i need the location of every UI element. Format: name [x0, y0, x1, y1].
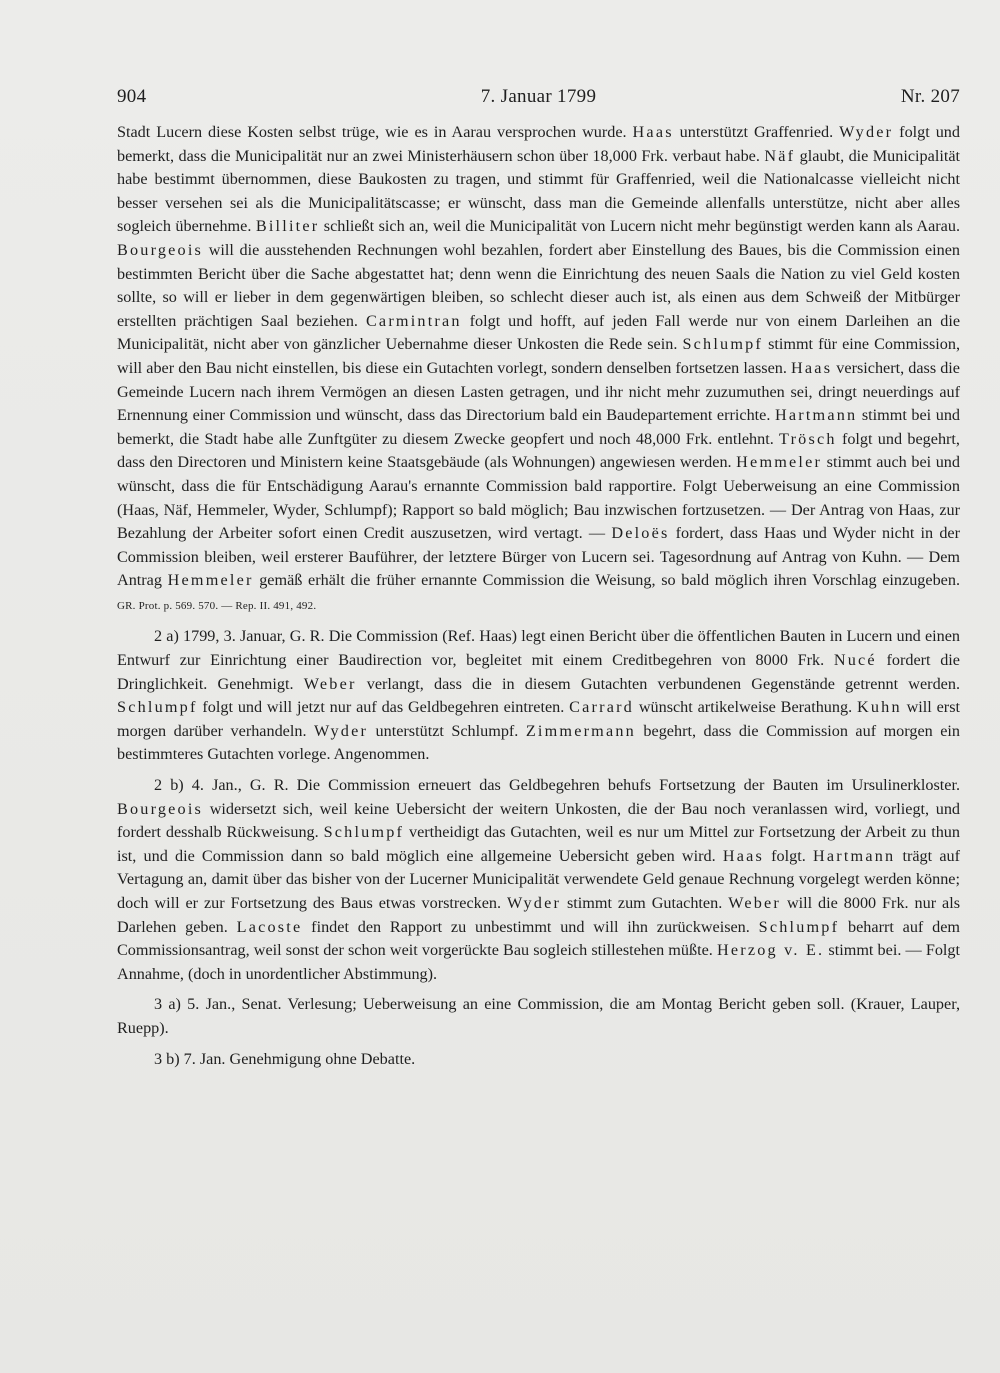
speaker-name: Näf	[764, 146, 796, 165]
speaker-name: Kuhn	[856, 698, 902, 717]
text-segment: unterstützt Schlumpf.	[368, 721, 526, 740]
speaker-name: Herzog v. E.	[716, 941, 825, 960]
speaker-name: Haas	[722, 846, 764, 865]
text-segment: glaubt, die Municipalität habe bestimmt übernommen, diese Baukosten zu tragen, und stimmt für Graffenried, weil die Nationalcasse vielleicht nicht besser versehen sei als die Municipalitätscasse; er wünscht, dass man die Gemeinde allenfalls unterstütze, nicht aber alles sogleich übernehme.	[117, 146, 960, 236]
speaker-name: Hartmann	[774, 406, 858, 425]
text-segment: folgt und bemerkt, dass die Municipalität nur an zwei Ministerhäusern schon über 18,000 Frk. verbaut habe.	[117, 123, 960, 165]
speaker-name: Haas	[791, 358, 833, 377]
speaker-name: Hartmann	[812, 846, 896, 865]
text-segment: 2 a) 1799, 3. Januar, G. R. Die Commission (Ref. Haas) legt einen Bericht über die öffentlichen Bauten in Lucern und einen Entwurf zur Einrichtung einer Baudirection vor, begleitet mit einem Creditbegehren von 8000 Frk.	[117, 627, 960, 670]
text-segment: 2 b) 4. Jan., G. R. Die Commission erneuert das Geldbegehren behufs Fortsetzung der Bauten im Ursulinerkloster.	[154, 776, 960, 795]
speaker-name: Schlumpf	[758, 917, 840, 936]
header-document-number: Nr. 207	[900, 86, 960, 107]
text-segment: wünscht artikelweise Berathung.	[633, 698, 857, 717]
text-segment: stimmt bei. — Folgt Annahme, (doch in unordentlicher Abstimmung).	[117, 941, 961, 983]
paragraph-3b	[117, 1048, 960, 1072]
text-segment: will die 8000 Frk. nur als Darlehen geben.	[117, 894, 960, 936]
text-segment: verlangt, dass die in diesem Gutachten verbundenen Gegenstände getrennt werden.	[356, 674, 960, 693]
text-segment: will die ausstehenden Rechnungen wohl bezahlen, fordert aber Einstellung des Baues, bis die Commission einen bestimmten Bericht über die Sache abgestattet hat; denn wenn die Einrichtung des neuen Saals die Nation zu viel Geld kosten sollte, so will er lieber in dem gegenwärtigen bleiben, so schlecht dieser auch ist, als einen aus dem Schweiß der Mitbürger erstellten prächtigen Saal beziehen.	[117, 240, 960, 330]
paragraph-1	[117, 121, 960, 618]
text-segment: stimmt zum Gutachten.	[561, 894, 729, 912]
text-segment: Stadt Lucern diese Kosten selbst trüge, wie es in Aarau versprochen wurde.	[117, 123, 633, 141]
speaker-name: Wyder	[313, 721, 369, 740]
speaker-name: Nucé	[833, 651, 877, 670]
speaker-name: Hemmeler	[736, 453, 823, 472]
text-segment: beharrt auf dem Commissionsantrag, weil sonst der schon weit vorgerückte Bau sogleich stillestehen müßte.	[117, 917, 960, 960]
speaker-name: Bourgeois	[117, 240, 204, 259]
speaker-name: Carrard	[569, 698, 634, 717]
text-segment: fordert, dass Haas und Wyder nicht in der Commission bleiben, weil ersterer Bauführer, der letztere Bürger von Lucern sei. Tagesordnung auf Antrag von Kuhn. — Dem Antrag	[117, 524, 960, 590]
speaker-name: Schlumpf	[323, 823, 405, 842]
text-segment: 3 b) 7. Jan. Genehmigung ohne Debatte.	[154, 1049, 416, 1068]
speaker-name: Haas	[632, 123, 674, 141]
text-segment: fordert die Dringlichkeit. Genehmigt.	[117, 651, 960, 693]
page-number: 904	[117, 86, 147, 107]
speaker-name: Trösch	[779, 429, 837, 448]
speaker-name: Deloës	[611, 524, 670, 543]
text-segment: findet den Rapport zu unbestimmt und will ihn zurückweisen.	[302, 917, 759, 936]
speaker-name: Billiter	[255, 217, 320, 236]
text-segment: schließt sich an, weil die Municipalität von Lucern nicht mehr begünstigt werden kann als Aarau.	[319, 217, 960, 236]
text-segment: stimmt auch bei und wünscht, dass die für Entschädigung Aarau's ernannte Commission bald rapportire. Folgt Ueberweisung an eine Commission (Haas, Näf, Hemmeler, Wyder, Schlumpf); Rapport so bald möglich; Bau inzwischen fortzusetzen. — Der Antrag von Haas, zur Bezahlung der Arbeiter sofort einen Credit auszusetzen, wird vertagt. —	[117, 453, 960, 543]
speaker-name: Weber	[728, 894, 782, 912]
speaker-name: Weber	[303, 674, 357, 693]
text-segment: gemäß erhält die früher ernannte Commission die Weisung, so bald möglich ihren Vorschlag einzugeben.	[253, 571, 960, 590]
speaker-name: Zimmermann	[525, 721, 636, 740]
text-segment: stimmt für eine Commission, will aber den Bau nicht einstellen, bis diese ein Gutachten vorlegt, sondern denselben fortsetzen lassen.	[117, 335, 960, 377]
header-date: 7. Januar 1799	[480, 86, 597, 107]
text-segment: trägt auf Vertagung an, damit über das bisher von der Lucerner Municipalität verwendete Geld genaue Rechnung vorgelegt werden könne; doch will er zur Fortsetzung des Baus etwas vorstrecken.	[117, 846, 960, 912]
text-segment: vertheidigt das Gutachten, weil es nur um Mittel zur Fortsetzung der Arbeit zu thun ist, und die Commission dann so bald möglich eine allgemeine Uebersicht geben wird.	[117, 823, 960, 865]
paragraph-2b	[117, 774, 960, 986]
text-segment: folgt und hofft, auf jeden Fall werde nur von einem Darleihen an die Municipalität, nicht aber von gänzlicher Uebernahme dieser Unkosten die Rede sein.	[117, 311, 961, 354]
speaker-name: Bourgeois	[117, 799, 204, 818]
text-segment: unterstützt Graffenried.	[673, 123, 840, 141]
source-reference: GR. Prot. p. 569. 570. — Rep. II. 491, 492.	[117, 599, 317, 612]
speaker-name: Schlumpf	[117, 698, 198, 717]
page-header	[117, 86, 960, 112]
paragraph-2a	[117, 625, 960, 767]
speaker-name: Schlumpf	[682, 335, 764, 354]
text-segment: stimmt bei und bemerkt, die Stadt habe alle Zunftgüter zu diesem Zwecke geopfert und noch 48,000 Frk. entlehnt.	[117, 406, 961, 448]
text-segment: widersetzt sich, weil keine Uebersicht der weitern Unkosten, die der Bau noch veranlassen wird, vorliegt, und fordert desshalb Rückweisung.	[117, 799, 960, 842]
speaker-name: Lacoste	[236, 917, 303, 936]
paragraph-3a	[117, 993, 960, 1040]
document-body	[117, 121, 960, 1071]
speaker-name: Hemmeler	[167, 571, 254, 590]
text-segment: 3 a) 5. Jan., Senat. Verlesung; Ueberweisung an eine Commission, die am Montag Bericht geben soll. (Krauer, Lauper, Ruepp).	[117, 995, 960, 1037]
speaker-name: Carmintran	[365, 311, 462, 330]
text-segment: versichert, dass die Gemeinde Lucern nach ihrem Vermögen an diesen Lasten getragen, und ihr nicht mehr zuzumuthen sei, dringt neuerdings auf Ernennung einer Commission und wünscht, dass das Directorium bald ein Baudepartement errichte.	[117, 358, 960, 425]
text-segment: begehrt, dass die Commission auf morgen ein bestimmteres Gutachten vorlege. Angenommen.	[117, 721, 960, 764]
text-segment: will erst morgen darüber verhandeln.	[117, 698, 960, 740]
speaker-name: Wyder	[839, 123, 894, 141]
speaker-name: Wyder	[507, 894, 562, 912]
text-segment: folgt.	[763, 846, 813, 865]
text-segment: folgt und will jetzt nur auf das Geldbegehren eintreten.	[197, 698, 570, 717]
text-segment: folgt und begehrt, dass den Directoren und Ministern keine Staatsgebäude (als Wohnungen) angewiesen werden.	[117, 429, 960, 472]
